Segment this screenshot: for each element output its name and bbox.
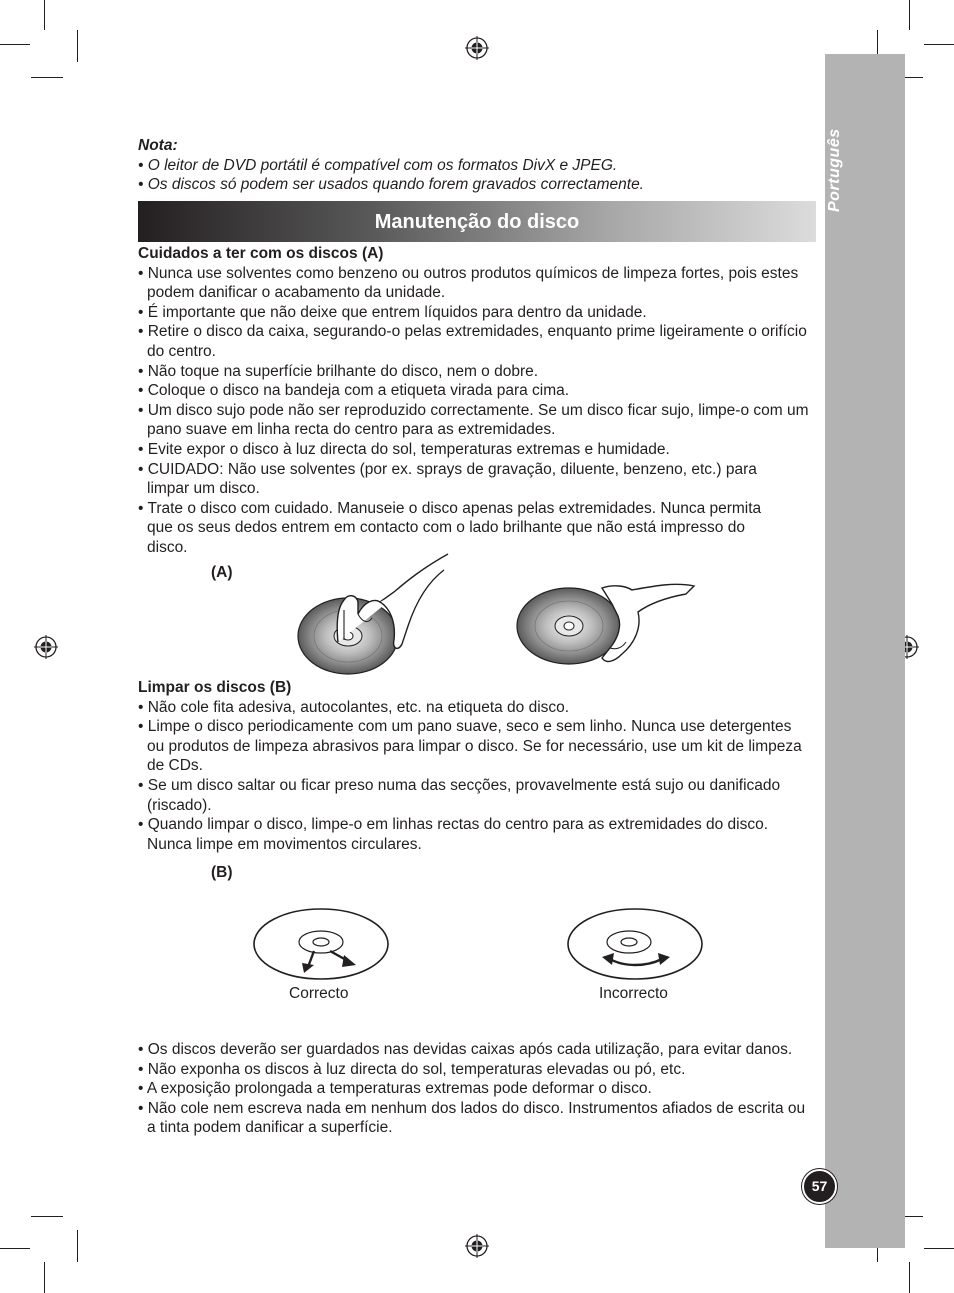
storage-section (138, 1040, 828, 1138)
list-item: • CUIDADO: Não use solventes (por ex. sprays de gravação, diluente, benzeno, etc.) para limpar um disco. (138, 460, 757, 498)
cleaning-heading: Limpar os discos (B) (138, 679, 292, 696)
crop-mark (44, 0, 45, 30)
care-section (138, 244, 828, 558)
list-item: • Nunca use solventes como benzeno ou outros produtos químicos de limpeza fortes, pois estes podem danificar o acabamento da unidade. (138, 264, 799, 302)
list-item: • Não cole nem escreva nada em nenhum dos lados do disco. Instrumentos afiados de escrita ou a tinta podem danificar a superfície. (138, 1099, 806, 1137)
disc-held-by-edges-illustration (514, 578, 696, 668)
list-item: • É importante que não deixe que entrem líquidos para dentro da unidade. (138, 303, 647, 321)
registration-mark-icon (34, 635, 58, 659)
crop-mark (44, 1262, 45, 1293)
crop-mark (924, 1248, 954, 1249)
crop-mark (31, 1216, 63, 1217)
list-item: • Trate o disco com cuidado. Manuseie o disco apenas pelas extremidades. Nunca permita que os seus dedos entrem em contacto com o lado brilhante que não está impresso do disco. (138, 499, 762, 556)
crop-mark (77, 1230, 78, 1262)
crop-mark (909, 1262, 910, 1293)
language-side-tab (825, 54, 905, 1248)
note-block (138, 136, 818, 195)
list-item: • Retire o disco da caixa, segurando-o pelas extremidades, enquanto prime ligeiramente o orifício do centro. (138, 323, 807, 360)
correct-cleaning-diagram (252, 907, 390, 981)
list-item: • Se um disco saltar ou ficar preso numa das secções, provavelmente está sujo ou danificado (riscado). (138, 776, 781, 814)
list-item: • Coloque o disco na bandeja com a etiqueta virada para cima. (138, 382, 570, 400)
list-item: • Não cole fita adesiva, autocolantes, etc. na etiqueta do disco. (138, 698, 570, 716)
list-item: • Evite expor o disco à luz directa do sol, temperaturas extremas e humidade. (138, 440, 670, 458)
crop-mark (77, 30, 78, 62)
list-item: • Os discos deverão ser guardados nas devidas caixas após cada utilização, para evitar danos. (138, 1041, 793, 1058)
registration-mark-icon (465, 1234, 489, 1258)
section-banner (138, 201, 816, 242)
care-heading: Cuidados a ter com os discos (A) (138, 245, 384, 262)
figure-label-a: (A) (211, 564, 233, 581)
incorrect-cleaning-diagram (566, 907, 704, 981)
list-item: • Um disco sujo pode não ser reproduzido correctamente. Se um disco ficar sujo, limpe-o com um pano suave em linha recta do centro para as extremidades. (138, 401, 809, 439)
crop-mark (0, 44, 30, 45)
section-title: Manutenção do disco (374, 211, 580, 233)
note-item: • O leitor de DVD portátil é compatível com os formatos DivX e JPEG. (138, 156, 618, 174)
note-title: Nota: (138, 137, 178, 154)
cleaning-section (138, 678, 828, 854)
crop-mark (31, 77, 63, 78)
crop-mark (924, 44, 954, 45)
incorrect-caption: Incorrecto (599, 985, 668, 1002)
correct-caption: Correcto (289, 985, 349, 1002)
crop-mark (909, 0, 910, 30)
list-item: • Limpe o disco periodicamente com um pano suave, seco e sem linho. Nunca use detergentes ou produtos de limpeza abrasivos para limpar o disco. Se for necessário, use um kit de limpeza de CDs. (138, 718, 802, 775)
disc-held-by-center-illustration (298, 552, 448, 682)
crop-mark (0, 1248, 30, 1249)
list-item: • Não exponha os discos à luz directa do sol, temperaturas elevadas ou pó, etc. (138, 1060, 686, 1078)
list-item: • A exposição prolongada a temperaturas extremas pode deformar o disco. (138, 1080, 652, 1098)
page-number: 57 (802, 1169, 837, 1204)
registration-mark-icon (465, 36, 489, 60)
list-item: • Não toque na superfície brilhante do disco, nem o dobre. (138, 362, 539, 380)
figure-label-b: (B) (211, 864, 233, 881)
language-label: Português (826, 128, 843, 212)
list-item: • Quando limpar o disco, limpe-o em linhas rectas do centro para as extremidades do disco. Nunca limpe em movimentos circulares. (138, 816, 769, 853)
note-item: • Os discos só podem ser usados quando forem gravados correctamente. (138, 176, 644, 194)
